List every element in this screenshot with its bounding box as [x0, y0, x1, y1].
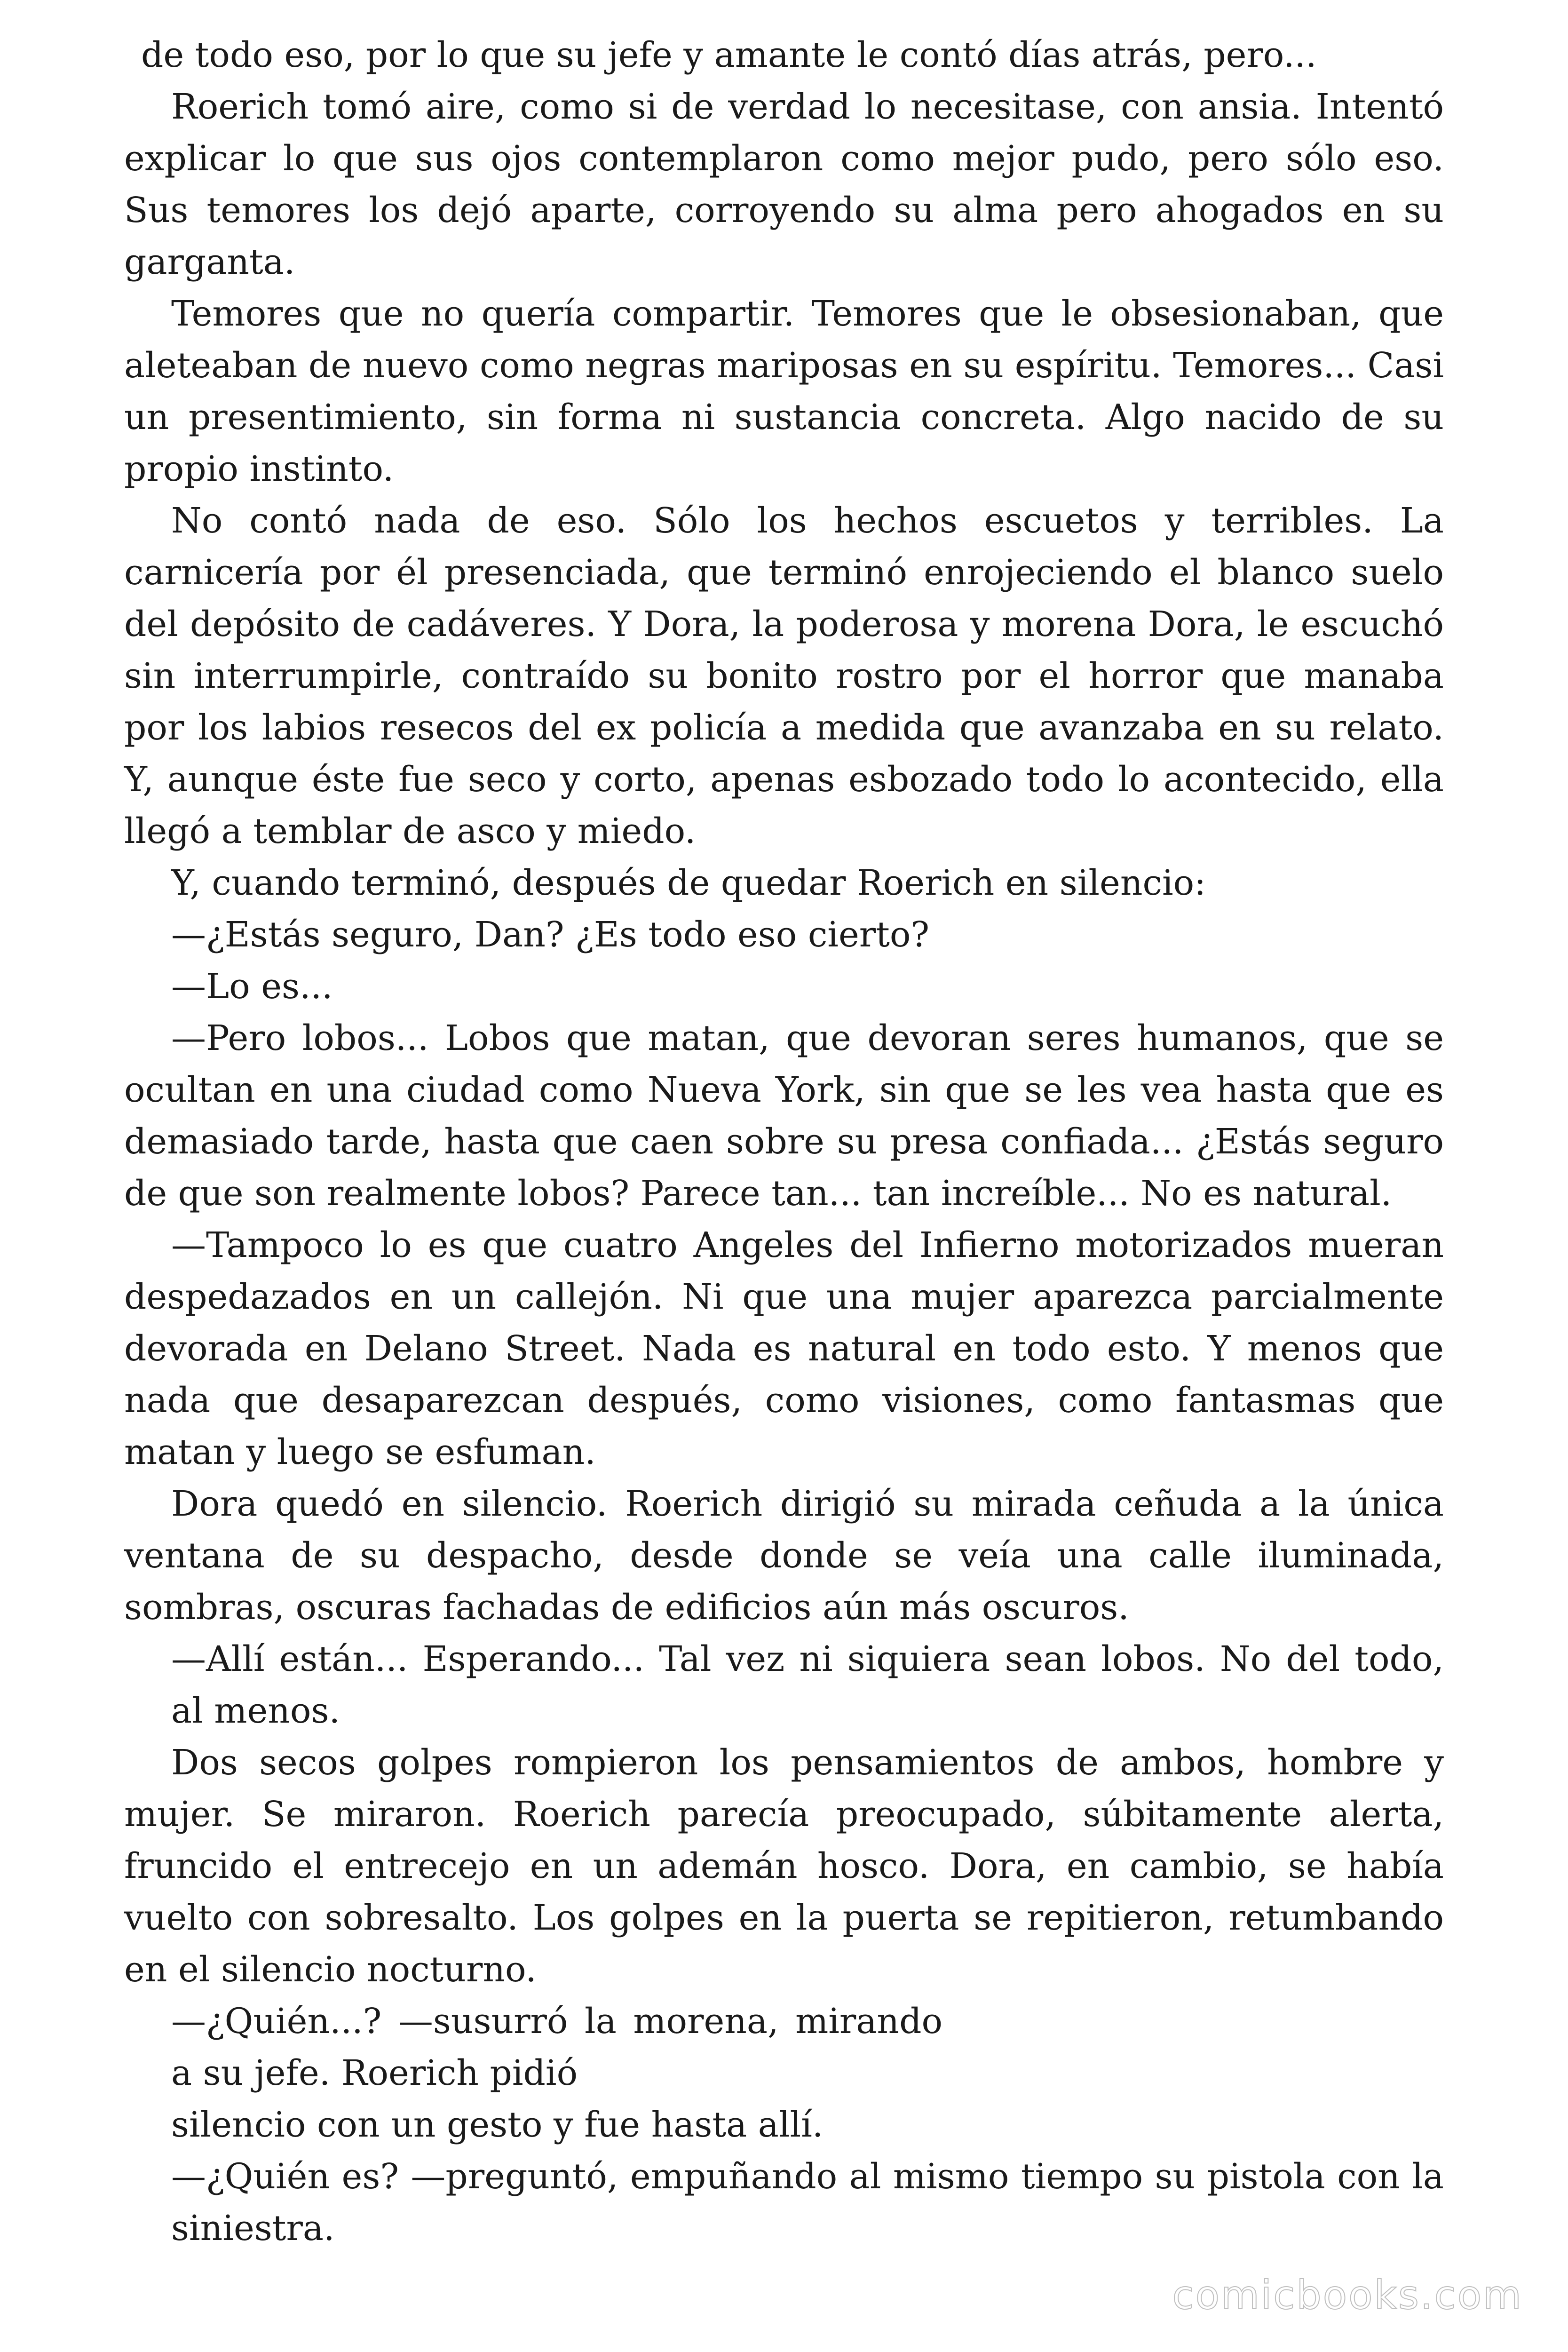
- paragraph: Dora quedó en silencio. Roerich dirigió su mirada ceñuda a la única ventana de su despacho, desde donde se veía una calle iluminada, sombras, oscuras fachadas de edificios aún más oscuros.: [124, 1484, 1444, 1628]
- paragraph: Roerich tomó aire, como si de verdad lo necesitase, con ansia. Intentó explicar lo que sus ojos contemplaron como mejor pudo, pero sólo eso. Sus temores los dejó aparte, corroyendo su alma pero ahogados en su garganta.: [124, 87, 1444, 282]
- dialogue-line: —Pero lobos... Lobos que matan, que devoran seres humanos, que se ocultan en una ciudad como Nueva York, sin que se les vea hasta que es demasiado tarde, hasta que caen sobre su presa confiada... ¿Estás seguro de que son realmente lobos? Parece tan... tan increíble... No es natural.: [124, 1018, 1444, 1214]
- book-page: [124, 29, 1444, 2306]
- dialogue-line: —Tampoco lo es que cuatro Angeles del Infierno motorizados mueran despedazados en un callejón. Ni que una mujer aparezca parcialmente devorada en Delano Street. Nada es natural en todo esto. Y menos que nada que desaparezcan después, como visiones, como fantasmas que matan y luego se esfuman.: [124, 1225, 1444, 1472]
- paragraph: No contó nada de eso. Sólo los hechos escuetos y terribles. La carnicería por él presenciada, que terminó enrojeciendo el blanco suelo del depósito de cadáveres. Y Dora, la poderosa y morena Dora, le escuchó sin interrumpirle, contraído su bonito rostro por el horror que manaba por los labios resecos del ex policía a medida que avanzaba en su relato. Y, aunque éste fue seco y corto, apenas esbozado todo lo acontecido, ella llegó a temblar de asco y miedo.: [124, 501, 1444, 851]
- dialogue-line: —Allí están... Esperando... Tal vez ni siquiera sean lobos. No del todo, al menos.: [171, 1639, 1444, 1731]
- dialogue-line: —¿Quién...? —susurró la morena, mirando a su jefe. Roerich pidió: [171, 2001, 942, 2093]
- paragraph: Dos secos golpes rompieron los pensamientos de ambos, hombre y mujer. Se miraron. Roerich parecía preocupado, súbitamente alerta, fruncido el entrecejo en un ademán hosco. Dora, en cambio, se había vuelto con sobresalto. Los golpes en la puerta se repitieron, retumbando en el silencio nocturno.: [124, 1742, 1444, 1990]
- dialogue-line: —¿Quién es? —preguntó, empuñando al mismo tiempo su pistola con la siniestra.: [171, 2156, 1444, 2249]
- paragraph: Y, cuando terminó, después de quedar Roerich en silencio:: [171, 863, 1206, 903]
- paragraph: Temores que no quería compartir. Temores que le obsesionaban, que aleteaban de nuevo como negras mariposas en su espíritu. Temores... Casi un presentimiento, sin forma ni sustancia concreta. Algo nacido de su propio instinto.: [124, 294, 1444, 489]
- dialogue-line: —Lo es...: [171, 966, 333, 1007]
- watermark-logo: comicbooks.com: [1172, 2272, 1523, 2318]
- paragraph-fragment: silencio con un gesto y fue hasta allí.: [171, 2105, 824, 2145]
- dialogue-line: —¿Estás seguro, Dan? ¿Es todo eso cierto?: [171, 914, 930, 955]
- paragraph-continuation: de todo eso, por lo que su jefe y amante le contó días atrás, pero...: [141, 35, 1317, 75]
